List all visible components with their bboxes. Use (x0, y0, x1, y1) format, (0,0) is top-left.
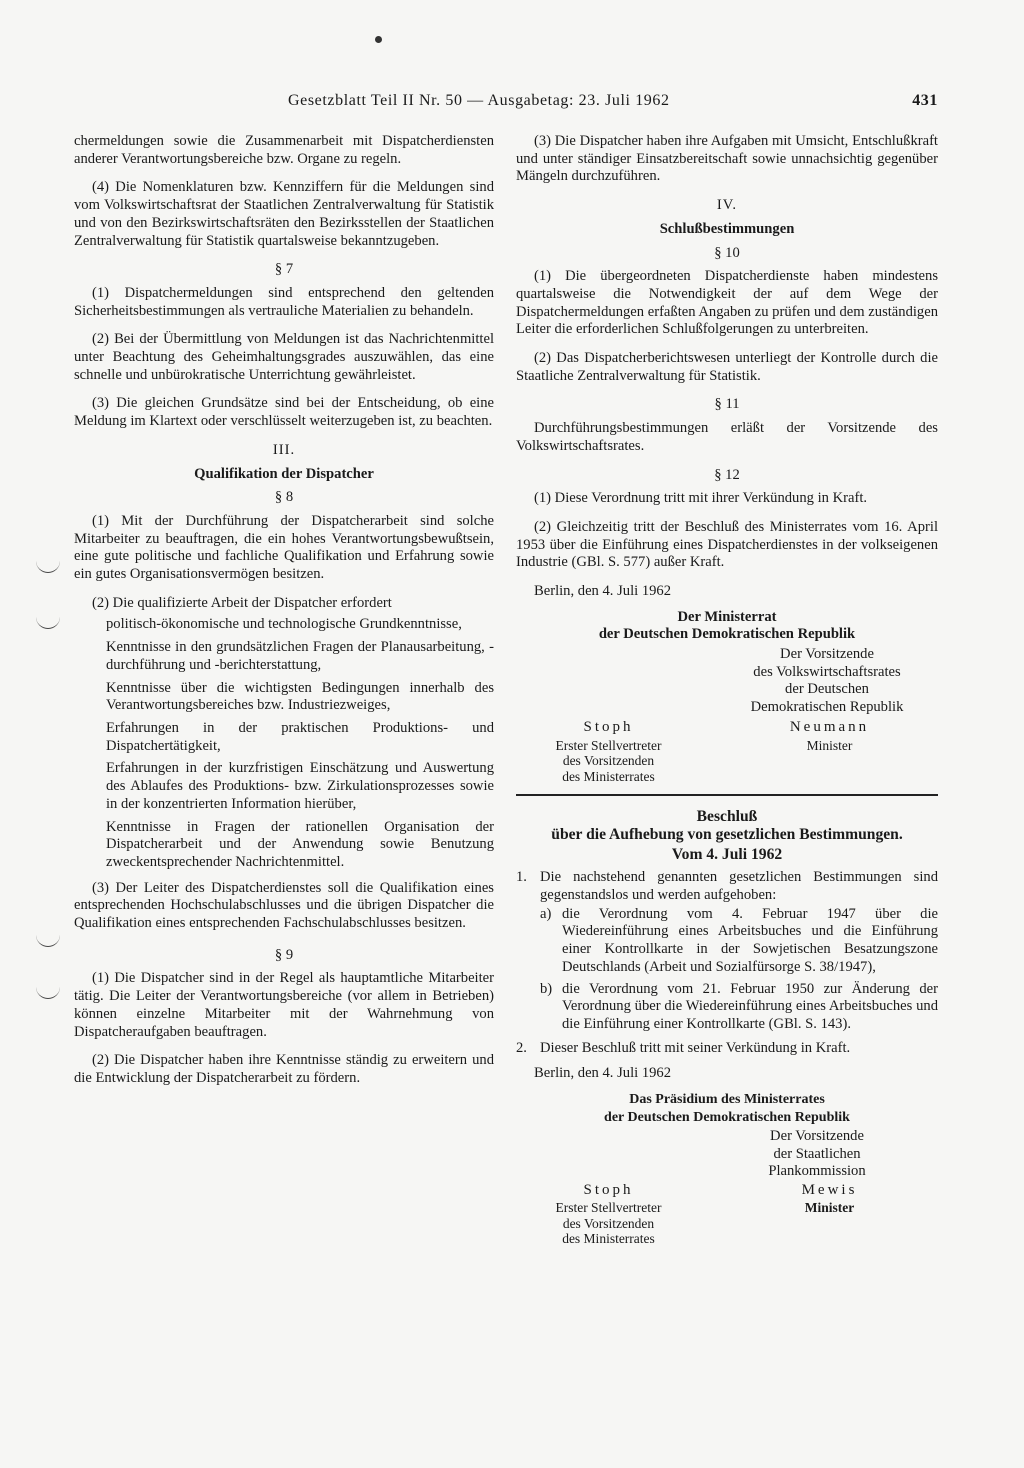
item-number: 1. (516, 869, 527, 886)
signatory-name: Stoph (583, 719, 634, 736)
running-header (288, 92, 938, 114)
chapter-heading: Schlußbestimmungen (659, 220, 795, 237)
list-item: Kenntnisse in Fragen der rationellen Organisation der Dispatcherarbeit und der Anwendung sowie Benutzung zweckentsprechender Nachrichtenmittel. (106, 818, 494, 870)
paragraph: (2) Bei der Übermittlung von Meldungen ist das Nachrichtenmittel unter Beachtung des Geheimhaltungsgrades auszuwählen, das eine schnelle und unbürokratische Unterrichtung gewährleistet. (74, 331, 494, 383)
signatory-right (701, 1183, 938, 1247)
section-mark: § 10 (714, 244, 740, 261)
signatory-right (701, 720, 938, 784)
item-number: b) (540, 980, 553, 997)
section-mark: § 11 (714, 396, 740, 413)
title-line: Der Vorsitzende (780, 646, 874, 663)
title-line: des Vorsitzenden (562, 1215, 655, 1231)
list-item: politisch-ökonomische und technologische Grundkenntnisse, (106, 616, 462, 633)
resolution-title: Beschluß (696, 808, 758, 826)
title-line: Erster Stellvertreter (555, 737, 662, 753)
paragraph: (2) Die Dispatcher haben ihre Kenntnisse ständig zu erweitern und die Entwicklung der Dispatcherarbeit zu fördern. (74, 1052, 494, 1086)
requirements-list (106, 616, 494, 871)
paragraph: (1) Die übergeordneten Dispatcherdienste haben mindestens quartalsweise die Notwendigkeit der auf dem Wege der Dispatchermeldungen erfaßten Angaben zu prüfen und dem zuständigen Leiter die erforderlichen Schlußfolgerungen zu unterbreiten. (516, 268, 938, 338)
chapter-heading: Qualifikation der Dispatcher (194, 465, 374, 482)
paragraph: (1) Die Dispatcher sind in der Regel als hauptamtliche Mitarbeiter tätig. Die Leiter der Verantwortungsbereiche (vor allem in Betrieben) können einzelne Mitarbeiter mit der Wahrnehmung von Dispatcheraufgaben beauftragen. (74, 970, 494, 1040)
signature-block-1 (516, 609, 938, 784)
list-item: Kenntnisse über die wichtigsten Bedingungen innerhalb des Verantwortungsbereiches bzw. Industriezweiges, (106, 679, 494, 714)
item-text: Dieser Beschluß tritt mit seiner Verkündung in Kraft. (540, 1039, 851, 1056)
issuing-body: der Deutschen Demokratischen Republik (598, 626, 856, 643)
chapter-number: IV. (716, 197, 738, 214)
signatory-row (516, 1183, 938, 1247)
print-speck (375, 36, 382, 43)
item-number: 2. (516, 1039, 527, 1056)
signatory-left (516, 1183, 701, 1247)
title-line: Erster Stellvertreter (555, 1200, 662, 1216)
title-line: des Ministerrates (562, 768, 655, 784)
signatory-name: Mewis (801, 1181, 858, 1198)
paragraph: chermeldungen sowie die Zusammenarbeit mit Dispatcherdiensten anderer Verantwortungsbereiche bzw. Organe zu regeln. (74, 133, 494, 167)
margin-mark (36, 616, 60, 629)
title-line: Der Vorsitzende (770, 1128, 864, 1145)
list-item: Erfahrungen in der kurzfristigen Einschätzung und Auswertung des Ablaufes des Produktions- bzw. Zirkulationsprozesses sowie in der konzentrierten Information hierüber, (106, 760, 494, 812)
item-text: die Verordnung vom 4. Februar 1947 über die Wiedereinführung eines Arbeitsbuches und die Einführung einer Kontrollkarte in der Sowjetischen Besatzungszone Deutschlands (Arbeit und Sozialfürsorge S. 38/1947), (562, 905, 938, 975)
sub-list (540, 906, 938, 1034)
section-mark: § 7 (274, 261, 294, 278)
title-line: des Ministerrates (562, 1231, 655, 1247)
list-item (516, 869, 938, 904)
signatory-role: Minister (804, 1200, 855, 1216)
title-line: des Vorsitzenden (562, 753, 655, 769)
list-item (540, 906, 938, 977)
title-line: Demokratischen Republik (750, 698, 904, 715)
resolution-items (516, 869, 938, 1057)
issuing-body: der Deutschen Demokratischen Republik (604, 1109, 850, 1125)
section-divider (516, 794, 938, 796)
right-column (516, 133, 938, 1257)
signatory-title (716, 646, 938, 716)
signatory-role: Minister (806, 737, 853, 753)
list-item: Kenntnisse in den grundsätzlichen Fragen der Planausarbeitung, -durchführung und -berichterstattung, (106, 639, 494, 673)
list-item: Erfahrungen in der praktischen Produktions- und Dispatchertätigkeit, (106, 719, 494, 754)
running-title: Gesetzblatt Teil II Nr. 50 — Ausgabetag: 23. Juli 1962 (288, 92, 670, 109)
section-mark: § 8 (274, 489, 294, 506)
signature-block-2 (516, 1091, 938, 1247)
place-date: Berlin, den 4. Juli 1962 (534, 583, 672, 600)
signatory-name: Neumann (789, 719, 870, 736)
chapter-number: III. (272, 441, 296, 458)
resolution-subtitle: über die Aufhebung von gesetzlichen Bestimmungen. (551, 825, 903, 843)
paragraph: (4) Die Nomenklaturen bzw. Kennziffern für die Meldungen sind vom Volkswirtschaftsrat der Staatlichen Zentralverwaltung für Statistik und von den Bezirkswirtschaftsräten den Bezirksstellen der Staatlichen Zentralverwaltung für Statistik quartalsweise bekanntzugeben. (74, 179, 494, 249)
resolution-date: Vom 4. Juli 1962 (671, 845, 783, 863)
margin-mark (36, 986, 60, 999)
issuing-body: Das Präsidium des Ministerrates (629, 1092, 825, 1108)
list-item (540, 981, 938, 1034)
paragraph: (2) Gleichzeitig tritt der Beschluß des Ministerrates vom 16. April 1953 über die Einführung eines Dispatcherdienstes in der volkseigenen Industrie (GBl. S. 577) außer Kraft. (516, 518, 938, 571)
left-column (74, 133, 494, 1099)
margin-mark (36, 560, 60, 573)
paragraph: (2) Die qualifizierte Arbeit der Dispatcher erfordert (92, 594, 392, 611)
margin-mark (36, 934, 60, 947)
paragraph: (1) Dispatchermeldungen sind entsprechend den geltenden Sicherheitsbestimmungen als vertrauliche Materialien zu behandeln. (74, 284, 494, 319)
section-mark: § 12 (714, 466, 740, 483)
item-number: a) (540, 905, 552, 922)
signatory-name: Stoph (583, 1181, 634, 1198)
section-mark: § 9 (274, 946, 294, 963)
paragraph: (3) Der Leiter des Dispatcherdienstes soll die Qualifikation eines entsprechenden Hochschulabschlusses und die übrigen Dispatcher die Qualifikation eines entsprechenden Fachschulabschlusses besitzen. (74, 879, 494, 932)
paragraph: (1) Mit der Durchführung der Dispatcherarbeit sind solche Mitarbeiter zu beauftragen, die ein hohes Verantwortungsbewußtsein, eine gute politische und fachliche Qualifikation und Erfahrung sowie ein gutes Organisationsvermögen besitzen. (74, 512, 494, 583)
paragraph: (3) Die Dispatcher haben ihre Aufgaben mit Umsicht, Entschlußkraft und unter ständiger Einsatzbereitschaft sowie unnachsichtig gegenüber Mängeln durchzuführen. (516, 133, 938, 185)
item-text: die Verordnung vom 21. Februar 1950 zur Änderung der Verordnung über die Wiedereinführung eines Arbeitsbuches und die Einführung einer Kontrollkarte (GBl. S. 143). (562, 980, 938, 1032)
issuing-body: Der Ministerrat (677, 608, 777, 625)
page-number: 431 (912, 92, 938, 109)
paragraph: (1) Diese Verordnung tritt mit ihrer Verkündung in Kraft. (534, 490, 868, 507)
place-date: Berlin, den 4. Juli 1962 (534, 1065, 672, 1082)
signatory-left (516, 720, 701, 784)
title-line: der Deutschen (785, 681, 869, 698)
title-line: der Staatlichen (773, 1145, 861, 1162)
signatory-title (696, 1128, 938, 1181)
item-text: Die nachstehend genannten gesetzlichen Bestimmungen sind gegenstandslos und werden aufgehoben: (540, 869, 938, 903)
paragraph: (2) Das Dispatcherberichtswesen unterliegt der Kontrolle durch die Staatliche Zentralverwaltung für Statistik. (516, 350, 938, 384)
signatory-row (516, 720, 938, 784)
title-line: Plankommission (768, 1163, 866, 1180)
paragraph: (3) Die gleichen Grundsätze sind bei der Entscheidung, ob eine Meldung im Klartext oder verschlüsselt weiterzugeben ist, zu beachten. (74, 395, 494, 430)
paragraph: Durchführungsbestimmungen erläßt der Vorsitzende des Volkswirtschaftsrates. (516, 420, 938, 454)
title-line: des Volkswirtschaftsrates (753, 663, 901, 680)
list-item (516, 1040, 938, 1058)
